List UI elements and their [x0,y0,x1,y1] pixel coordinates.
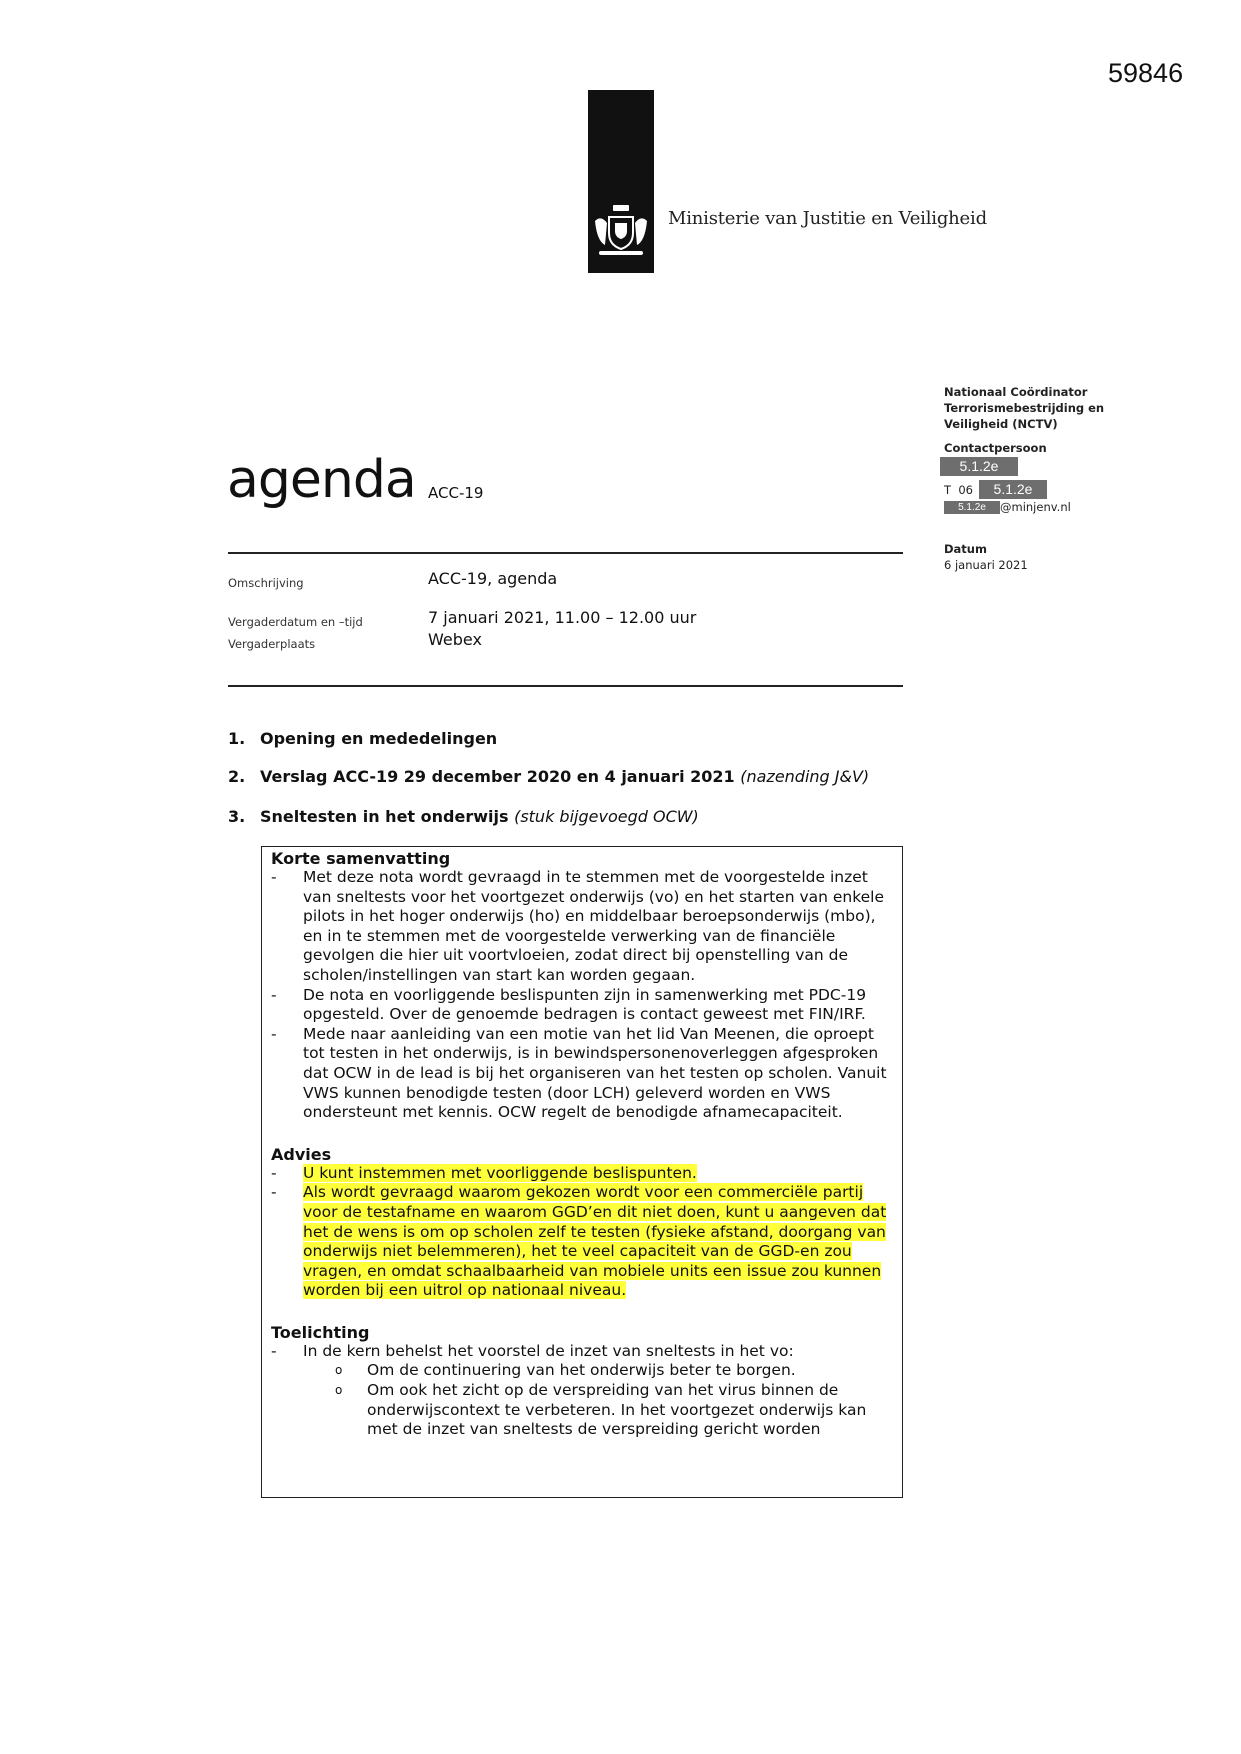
item-title: Verslag ACC-19 29 december 2020 en 4 januari 2021 [260,767,735,786]
explanation-heading: Toelichting [271,1322,370,1342]
highlighted-text: U kunt instemmen met voorliggende beslispunten. [303,1163,697,1182]
date-value: 6 januari 2021 [944,558,1028,572]
sub-bullet: o Om de continuering van het onderwijs beter te borgen. [271,1361,894,1381]
item-number: 1. [228,729,246,748]
bullet-text: Mede naar aanleiding van een motie van het lid Van Meenen, die oproept tot testen in het onderwijs, is in bewindspersonenoverleggen afgesproken dat OCW in de lead is bij het organiseren van het testen op scholen. Vanuit VWS kunnen benodigde testen (door LCH) geleverd worden en VWS ondersteunt met kennis. OCW regelt de benodigde afnamecapaciteit. [303,1024,887,1122]
item-title: Opening en mededelingen [260,729,498,748]
summary-heading: Korte samenvatting [271,849,451,868]
agenda-item [228,767,869,786]
advice-bullet: - Als wordt gevraagd waarom gekozen wordt voor een commerciële partij voor de testafname en waarom GGD’en dit niet doen, kunt u aangeven dat het de wens is om op scholen zelf te testen (fysieke afstand, doorgang van onderwijs niet belemmeren), het te veel capaciteit van de GGD-en zou vragen, en omdat schaalbaarheid van mobiele units een issue zou kunnen worden bij een uitrol op nationaal niveau. [271,1183,887,1300]
email-redaction: 5.1.2e [944,501,1000,514]
advice-bullet: - U kunt instemmen met voorliggende beslispunten. [271,1163,697,1182]
item-title: Sneltesten in het onderwijs [260,807,509,826]
phone-prefix: T 06 [944,482,973,497]
document-number: 59846 [1108,58,1184,88]
sub-bullet-text: Om ook het zicht op de verspreiding van het virus binnen de onderwijscontext te verbeteren. In het voortgezet onderwijs kan met de inzet van sneltests de verspreiding gericht worden [367,1381,867,1439]
page-code: ACC-19 [428,484,484,502]
summary-bullet: - De nota en voorliggende beslispunten zijn in samenwerking met PDC-19 opgesteld. Over de genoemde bedragen is contact geweest met FIN/IRF. [271,986,894,1025]
agenda-item [228,729,497,748]
meta-label-description: Omschrijving [228,576,304,590]
meta-label-location: Vergaderplaats [228,637,316,651]
date-label: Datum [944,542,987,556]
agenda-item [228,807,699,826]
sub-bullet-text: Om de continuering van het onderwijs beter te borgen. [367,1361,796,1380]
summary-bullet: - Met deze nota wordt gevraagd in te stemmen met de voorgestelde inzet van sneltests voor het voortgezet onderwijs (vo) en het starten van enkele pilots in het hoger onderwijs (ho) en middelbaar beroepsonderwijs (mbo), en in te stemmen met de voorgestelde verwerking van de financiële gevolgen die hier uit voortvloeien, zodat direct bij openstelling van de scholen/instellingen van start kan worden gegaan. [271,868,894,986]
divider [228,552,903,554]
item-number: 2. [228,767,246,786]
meta-label-date: Vergaderdatum en –tijd [228,615,363,629]
bullet-text: Met deze nota wordt gevraagd in te stemmen met de voorgestelde inzet van sneltests voor het voortgezet onderwijs (vo) en het starten van enkele pilots in het hoger onderwijs (ho) en middelbaar beroepsonderwijs (mbo), en in te stemmen met de voorgestelde verwerking van de financiële gevolgen die hier uit voortvloeien, zodat direct bij openstelling van de scholen/instellingen van start kan worden gegaan. [303,868,885,984]
org-line: Terrorismebestrijding en [944,401,1105,415]
sidebar-organisation [944,384,1134,432]
page-title: agenda [227,450,416,510]
email-domain: @minjenv.nl [1000,500,1071,514]
meta-value-location: Webex [428,630,482,649]
explanation-bullet: - In de kern behelst het voorstel de inzet van sneltests in het vo: [271,1342,894,1362]
org-line: Veiligheid (NCTV) [944,417,1058,431]
summary-bullet: - Mede naar aanleiding van een motie van het lid Van Meenen, die oproept tot testen in het onderwijs, is in bewindspersonenoverleggen afgesproken dat OCW in de lead is bij het organiseren van het testen op scholen. Vanuit VWS kunnen benodigde testen (door LCH) geleverd worden en VWS ondersteunt met kennis. OCW regelt de benodigde afnamecapaciteit. [271,1025,894,1123]
contact-redaction: 5.1.2e [940,457,1018,476]
phone-redaction: 5.1.2e [979,480,1047,499]
meta-value-description: ACC-19, agenda [428,569,558,588]
highlighted-text: Als wordt gevraagd waarom gekozen wordt voor een commerciële partij voor de testafname en waarom GGD’en dit niet doen, kunt u aangeven dat het de wens is om op scholen zelf te testen (fysieke afstand, doorgang van onderwijs niet belemmeren), het te veel capaciteit van de GGD-en zou vragen, en omdat schaalbaarheid van mobiele units een issue zou kunnen worden bij een uitrol op nationaal niveau. [303,1183,887,1300]
meta-value-date: 7 januari 2021, 11.00 – 12.00 uur [428,608,697,627]
org-line: Nationaal Coördinator [944,385,1088,399]
bullet-text: De nota en voorliggende beslispunten zijn in samenwerking met PDC-19 opgesteld. Over de genoemde bedragen is contact geweest met FIN/IRF. [303,985,867,1024]
sub-bullet: o Om ook het zicht op de verspreiding van het virus binnen de onderwijscontext te verbeteren. In het voortgezet onderwijs kan met de inzet van sneltests de verspreiding gericht worden [271,1381,894,1440]
bullet-text: In de kern behelst het voorstel de inzet van sneltests in het vo: [303,1341,794,1360]
ministry-name: Ministerie van Justitie en Veiligheid [668,208,987,229]
divider [228,685,903,687]
advice-heading: Advies [271,1144,332,1164]
item-number: 3. [228,807,246,826]
contact-label: Contactpersoon [944,441,1047,455]
item-note: (stuk bijgevoegd OCW) [514,807,699,826]
summary-box [261,846,903,1498]
item-note: (nazending J&V) [740,767,870,786]
coat-of-arms-icon [591,203,651,259]
